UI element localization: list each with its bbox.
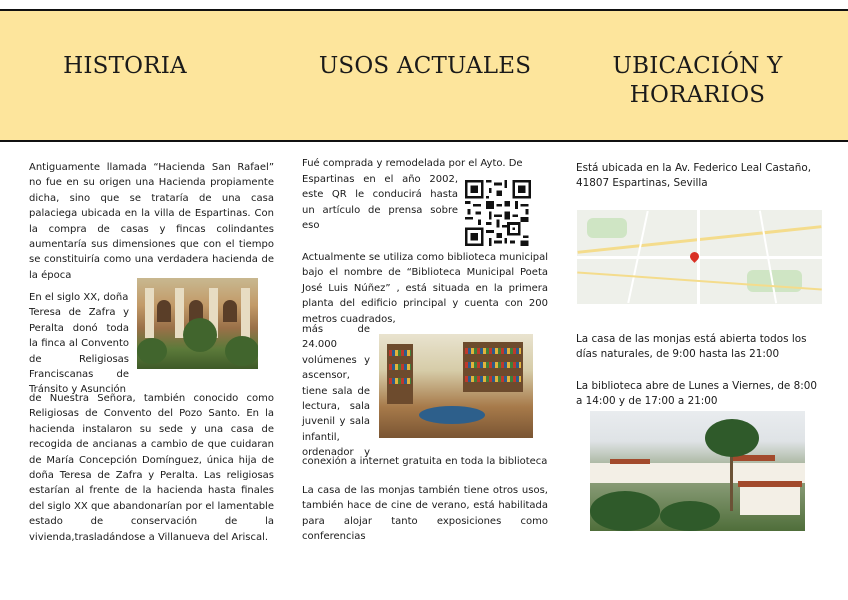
usos-line: Espartinas en el año 2002, [302,174,458,185]
historia-line: Peralta donó toda [29,322,129,334]
historia-line: de Religiosas [29,353,129,365]
usos-line: 24.000 [302,339,337,351]
usos-line: juvenil y sala [302,416,370,428]
ubicacion-direccion: Está ubicada en la Av. Federico Leal Castaño, 41807 Espartinas, Sevilla [576,162,812,190]
courtyard-photo [137,278,258,369]
historia-continuation: de Nuestra Señora, también conocido como Religiosas de Convento del Pozo Santo. En la hacienda instalaron su sede y una casa de recogida de ancianas a cambio de que cuidaran de María Concepción Domínguez, única hija de doña Teresa de Zafra y Peralta. Las religiosas estarían al frente de la hacienda hasta finales del siglo XX que abandonarían por el lamentable estado de conservación de la vivienda,trasladándose a Villanueva del Ariscal. [29,393,274,543]
historia-line: Franciscanas de [29,369,129,381]
historia-line: la finca al Convento [29,338,129,350]
usos-compra [302,172,458,234]
usos-line: eso [302,220,320,232]
town-photo [590,411,805,531]
usos-casa-monjas: La casa de las monjas también tiene otros usos, también hace de cine de verano, está habilitada para alojar tanto exposiciones como conferencias [302,485,548,543]
historia-line: Tránsito y Asunción [29,384,126,396]
usos-line: ordenador y [302,447,370,459]
title-ubicacion-line2: HORARIOS [629,82,766,108]
usos-line: un artículo de prensa sobre [302,204,458,216]
location-map[interactable] [577,210,822,304]
usos-line: ascensor, [302,370,350,382]
qr-code[interactable] [465,180,531,246]
ubicacion-horario-biblioteca: La biblioteca abre de Lunes a Viernes, de 8:00 a 14:00 y de 17:00 a 21:00 [576,380,817,408]
historia-intro: Antiguamente llamada “Hacienda San Rafael” no fue en su origen una Hacienda propiamente dicha, sino que se trataría de una casa palaciega ubicada en la villa de Espartinas. Con la compra de casas y fincas colindantes aumentaría sus dimensiones que con el tiempo se constituiría como una verdadera hacienda de la época [29,162,274,281]
usos-conexion: conexión a internet gratuita en toda la biblioteca [302,456,548,467]
usos-line: tiene sala de [302,385,370,397]
library-photo [379,334,533,438]
usos-biblioteca-details [302,322,370,461]
title-ubicacion-line1: UBICACIÓN Y [612,53,783,79]
usos-line: este QR le conducirá hasta [302,189,458,201]
historia-line: En el siglo XX, doña [29,292,129,303]
usos-biblioteca-intro: Actualmente se utiliza como biblioteca municipal bajo el nombre de “Biblioteca Municipal Poeta José Luis Núñez” , está situada en la primera planta del edificio principal y cuenta con 200 metros cuadrados, [302,252,548,325]
usos-line: lectura, sala [302,401,370,413]
title-usos-actuales: USOS ACTUALES [318,53,532,79]
historia-line: Teresa de Zafra y [29,307,129,319]
ubicacion-horario-casa: La casa de las monjas está abierta todos los días naturales, de 9:00 hasta las 21:00 [576,333,807,361]
usos-compra-line1: Fué comprada y remodelada por el Ayto. De [302,158,523,169]
historia-siglo-xx [29,290,129,398]
usos-line: infantil, [302,431,340,443]
usos-line: más de [302,324,370,335]
usos-line: volúmenes y [302,354,370,366]
title-ubicacion-horarios [590,52,805,110]
title-historia: HISTORIA [63,53,187,79]
